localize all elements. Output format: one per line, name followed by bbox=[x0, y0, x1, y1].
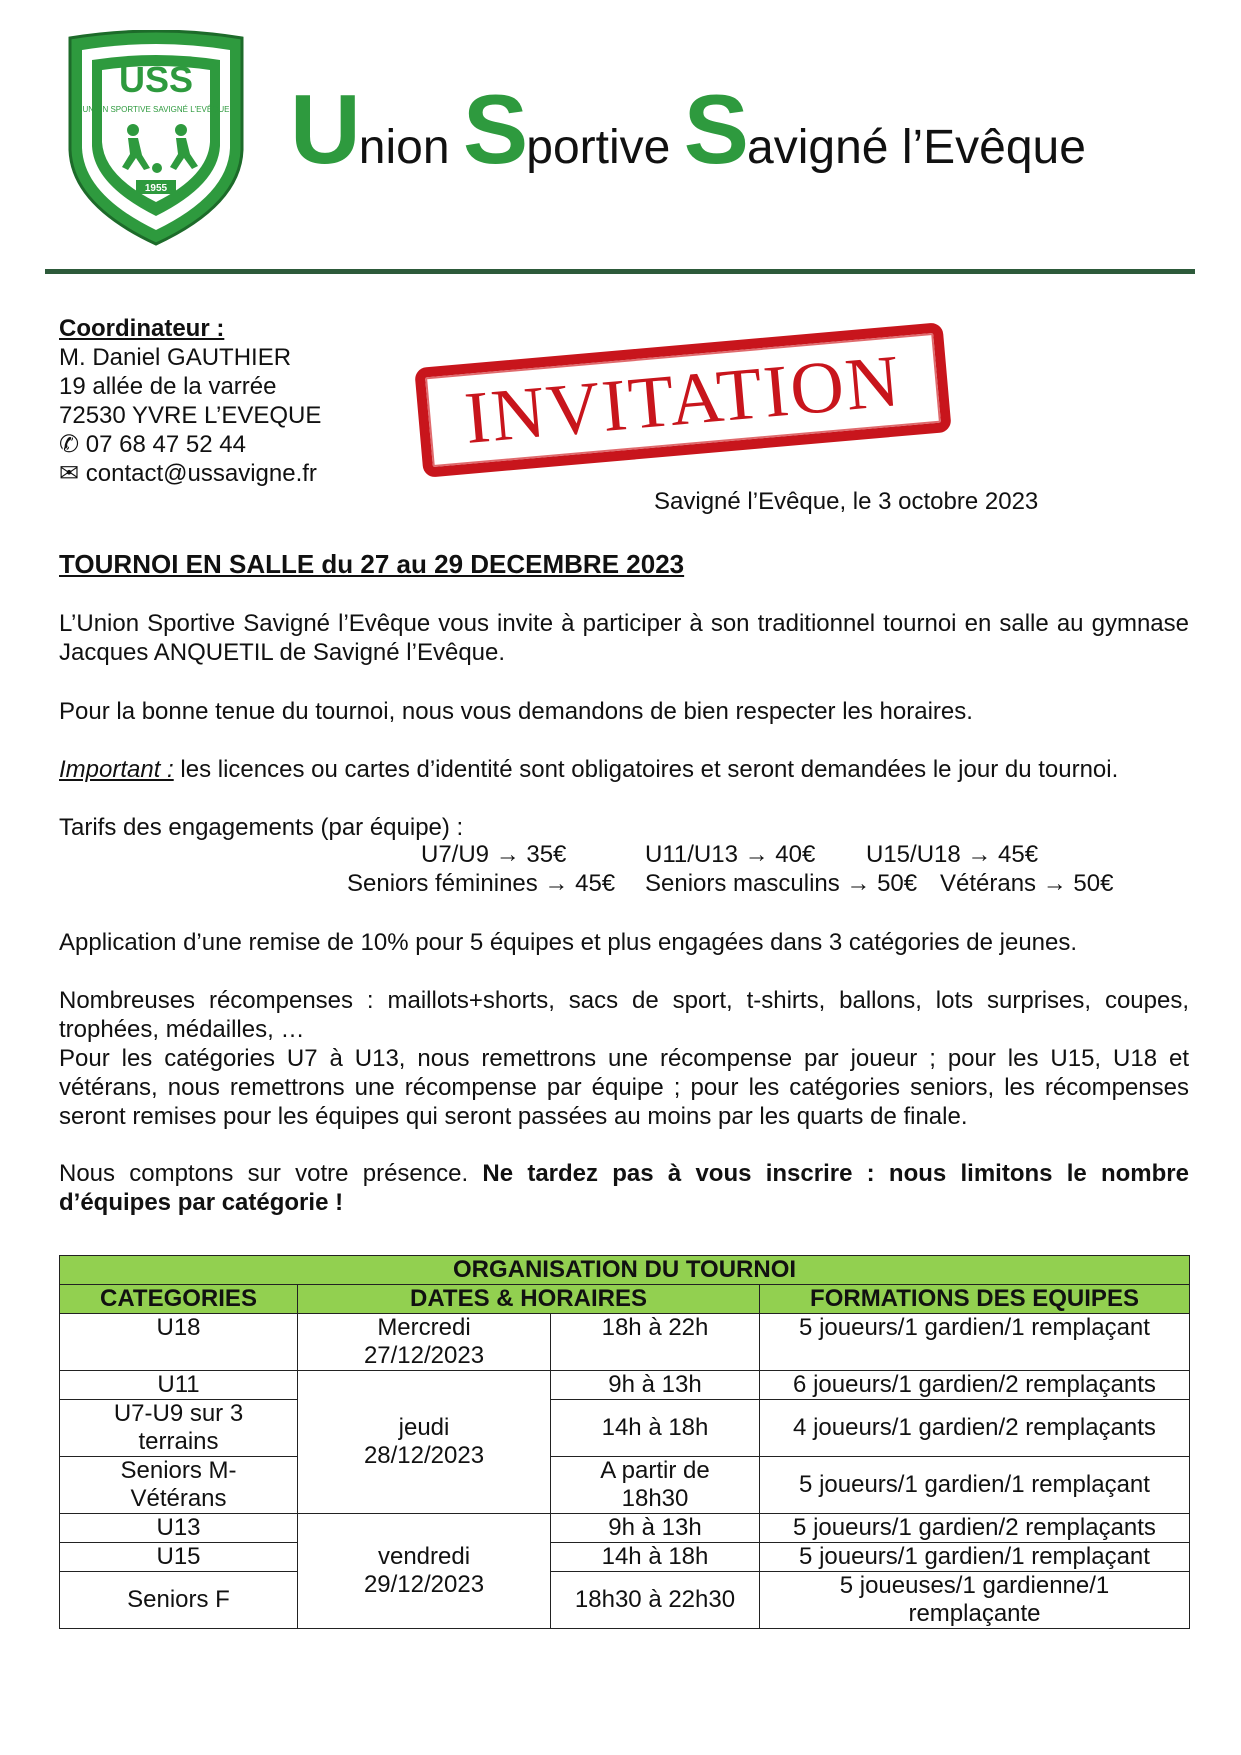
logo-year: 1955 bbox=[144, 183, 168, 194]
remise-paragraph: Application d’une remise de 10% pour 5 équipes et plus engagées dans 3 catégories de jeunes. bbox=[59, 929, 1078, 956]
coordinator-label: Coordinateur : bbox=[59, 315, 225, 342]
tarif-u7u9: U7/U9 → 35€ bbox=[421, 841, 567, 868]
header-dates: DATES & HORAIRES bbox=[298, 1285, 760, 1314]
date-line: Savigné l’Evêque, le 3 octobre 2023 bbox=[654, 488, 1039, 515]
invitation-stamp: INVITATION bbox=[414, 322, 952, 478]
organisation-table bbox=[59, 1255, 1190, 1629]
coordinator-phone: 07 68 47 52 44 bbox=[85, 431, 246, 458]
logo-text: USS bbox=[118, 59, 194, 100]
club-title: Union Sportive Savigné l’Evêque bbox=[290, 74, 1086, 184]
coordinator-street: 19 allée de la varrée bbox=[59, 373, 277, 400]
club-logo bbox=[58, 30, 254, 248]
tarif-veterans: Vétérans → 50€ bbox=[940, 870, 1114, 897]
tarif-u11u13: U11/U13 → 40€ bbox=[645, 841, 816, 868]
closing-paragraph: Nous comptons sur votre présence. Ne tardez pas à vous inscrire : nous limitons le nombre d’équipes par catégorie ! bbox=[59, 1160, 1189, 1216]
table-row: Seniors F 18h30 à 22h30 5 joueuses/1 gardienne/1 remplaçante bbox=[60, 1572, 1190, 1629]
table-row: U18 Mercredi 27/12/2023 18h à 22h 5 joueurs/1 gardien/1 remplaçant bbox=[60, 1314, 1190, 1371]
intro-paragraph: L’Union Sportive Savigné l’Evêque vous invite à participer à son traditionnel tournoi en salle au gymnase Jacques ANQUETIL de Savigné l’Evêque. bbox=[59, 610, 1189, 666]
coordinator-email[interactable]: contact@ussavigne.fr bbox=[85, 460, 317, 487]
table-row: U13 vendredi 29/12/2023 9h à 13h 5 joueurs/1 gardien/2 remplaçants bbox=[60, 1514, 1190, 1543]
table-row: U15 14h à 18h 5 joueurs/1 gardien/1 remplaçant bbox=[60, 1543, 1190, 1572]
coordinator-city: 72530 YVRE L’EVEQUE bbox=[59, 402, 322, 429]
header-categories: CATEGORIES bbox=[60, 1285, 298, 1314]
phone-icon: ✆ bbox=[59, 431, 80, 458]
svg-text:UNION SPORTIVE SAVIGNÉ L'EVÊQU: UNION SPORTIVE SAVIGNÉ L'EVÊQUE bbox=[82, 105, 230, 114]
header-divider bbox=[45, 269, 1195, 274]
tournament-heading: TOURNOI EN SALLE du 27 au 29 DECEMBRE 2023 bbox=[59, 549, 685, 579]
tarifs-label: Tarifs des engagements (par équipe) : bbox=[59, 814, 464, 841]
table-row: U11 jeudi 28/12/2023 9h à 13h 6 joueurs/1 gardien/2 remplaçants bbox=[60, 1371, 1190, 1400]
coordinator-block bbox=[59, 314, 321, 488]
schedule-note: Pour la bonne tenue du tournoi, nous vous demandons de bien respecter les horaires. bbox=[59, 698, 973, 725]
recompenses-paragraph: Nombreuses récompenses : maillots+shorts, sacs de sport, t-shirts, ballons, lots surprises, coupes, trophées, médailles, … bbox=[59, 987, 1189, 1043]
important-note: Important : les licences ou cartes d’identité sont obligatoires et seront demandées le jour du tournoi. bbox=[59, 756, 1119, 783]
table-row: U7-U9 sur 3 terrains 14h à 18h 4 joueurs/1 gardien/2 remplaçants bbox=[60, 1400, 1190, 1457]
header-formations: FORMATIONS DES EQUIPES bbox=[760, 1285, 1190, 1314]
envelope-icon: ✉ bbox=[59, 460, 80, 487]
table-row: Seniors M- Vétérans A partir de 18h30 5 joueurs/1 gardien/1 remplaçant bbox=[60, 1457, 1190, 1514]
table-title: ORGANISATION DU TOURNOI bbox=[60, 1256, 1190, 1285]
categories-paragraph: Pour les catégories U7 à U13, nous remettrons une récompense par joueur ; pour les U15, U18 et vétérans, nous remettrons une récompense par équipe ; pour les catégories seniors, les récompenses seront remises pour les équipes qui seront passées au moins par les quarts de finale. bbox=[59, 1045, 1189, 1130]
tarif-seniors-m: Seniors masculins → 50€ bbox=[645, 870, 918, 897]
tarif-seniors-f: Seniors féminines → 45€ bbox=[347, 870, 616, 897]
coordinator-name: M. Daniel GAUTHIER bbox=[59, 344, 292, 371]
tarif-u15u18: U15/U18 → 45€ bbox=[866, 841, 1039, 868]
